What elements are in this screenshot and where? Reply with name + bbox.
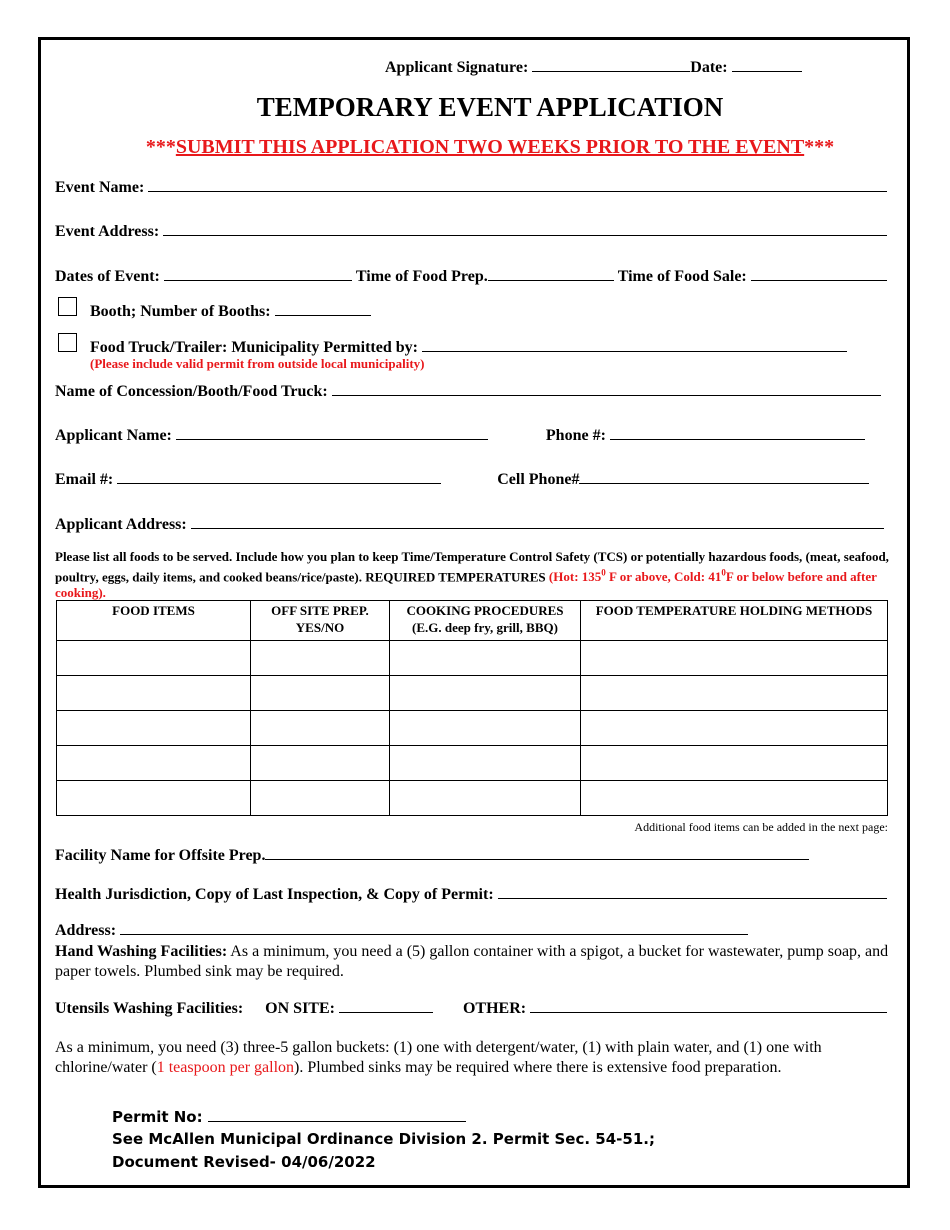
table-row — [57, 641, 888, 676]
dates-of-event-line[interactable] — [164, 266, 352, 281]
applicant-address-row — [55, 514, 884, 534]
col-cooking-procedures: COOKING PROCEDURES (E.G. deep fry, grill, BBQ) — [390, 601, 581, 641]
table-cell[interactable] — [390, 781, 581, 816]
table-cell[interactable] — [57, 746, 251, 781]
temps-cold: F or above, Cold: 41 — [605, 569, 722, 585]
applicant-phone-row — [55, 425, 887, 445]
permit-number-line[interactable] — [208, 1107, 466, 1122]
on-site-label: ON SITE: — [265, 1000, 335, 1017]
table-row — [57, 711, 888, 746]
municipality-line[interactable] — [422, 337, 847, 352]
booth-count-line[interactable] — [275, 301, 371, 316]
col-holding-methods: FOOD TEMPERATURE HOLDING METHODS — [581, 601, 888, 641]
concession-line[interactable] — [332, 381, 881, 396]
phone-label: Phone #: — [545, 427, 606, 444]
table-cell[interactable] — [251, 746, 390, 781]
time-food-prep-line[interactable] — [488, 266, 614, 281]
permit-number-label: Permit No: — [112, 1108, 203, 1126]
event-address-row — [55, 221, 887, 241]
degree-mark-cold: 0 — [721, 568, 726, 578]
concession-row — [55, 381, 881, 401]
submit-notice — [30, 136, 950, 159]
booth-row — [90, 301, 371, 321]
submit-suffix: *** — [804, 136, 835, 158]
signature-row — [385, 57, 802, 77]
page-title: TEMPORARY EVENT APPLICATION — [256, 92, 724, 122]
email-label: Email #: — [55, 471, 114, 488]
ordinance-reference: See McAllen Municipal Ordinance Division 2. Permit Sec. 54-51.; — [112, 1130, 655, 1148]
email-line[interactable] — [117, 469, 441, 484]
permit-note: (Please include valid permit from outside local municipality) — [90, 356, 425, 371]
document-revised: Document Revised- 04/06/2022 — [112, 1153, 376, 1171]
offsite-address-line[interactable] — [120, 920, 748, 935]
table-cell[interactable] — [581, 746, 888, 781]
cell-phone-line[interactable] — [579, 469, 869, 484]
table-cell[interactable] — [251, 676, 390, 711]
table-cell[interactable] — [581, 711, 888, 746]
time-food-sale-label: Time of Food Sale: — [617, 268, 747, 285]
permit-number-row — [112, 1107, 466, 1126]
time-food-sale-line[interactable] — [751, 266, 887, 281]
table-cell[interactable] — [57, 711, 251, 746]
utensils-text-before: As a minimum, you need (3) three-5 gallon buckets: (1) one with detergent/water, (1) with plain water, and (1) one with chlorine/water ( — [55, 1039, 822, 1076]
concession-label: Name of Concession/Booth/Food Truck: — [55, 383, 328, 400]
col-food-items: FOOD ITEMS — [57, 601, 251, 641]
other-line[interactable] — [530, 998, 887, 1013]
table-row — [57, 676, 888, 711]
hand-washing-text: As a minimum, you need a (5) gallon container with a spigot, a bucket for wastewater, pump soap, and paper towels. Plumbed sink may be required. — [55, 943, 889, 980]
table-cell[interactable] — [581, 641, 888, 676]
event-name-label: Event Name: — [55, 179, 145, 196]
booth-checkbox[interactable] — [58, 297, 77, 316]
table-cell[interactable] — [390, 676, 581, 711]
utensils-description — [55, 1038, 889, 1078]
time-food-prep-label: Time of Food Prep. — [355, 268, 488, 285]
utensils-text-after: ). Plumbed sinks may be required where there is extensive food preparation. — [294, 1059, 782, 1076]
signature-line[interactable] — [532, 57, 690, 72]
event-name-row — [55, 177, 887, 197]
temps-note: F or below before and after cooking). — [55, 569, 877, 601]
cell-phone-label: Cell Phone# — [497, 471, 580, 488]
health-jurisdiction-label: Health Jurisdiction, Copy of Last Inspection, & Copy of Permit: — [55, 886, 494, 903]
email-cell-row — [55, 469, 887, 489]
applicant-name-label: Applicant Name: — [55, 427, 172, 444]
temps-hot: (Hot: 135 — [548, 569, 602, 585]
table-cell[interactable] — [57, 641, 251, 676]
food-items-table — [56, 600, 888, 816]
utensils-label: Utensils Washing Facilities: — [55, 1000, 244, 1017]
table-cell[interactable] — [251, 711, 390, 746]
food-truck-label: Food Truck/Trailer: Municipality Permitted by: — [90, 339, 418, 356]
signature-label: Applicant Signature: — [385, 59, 529, 76]
instructions-text: Please list all foods to be served. Include how you plan to keep Time/Temperature Control Safety (TCS) or potentially hazardous foods, (meat, seafood, poultry, eggs, daily items, and cooked beans/rice/paste). REQUIRED TEMPERATURES — [55, 549, 889, 585]
table-cell[interactable] — [57, 676, 251, 711]
date-label: Date: — [690, 59, 728, 76]
other-label: OTHER: — [462, 1000, 527, 1017]
booth-label: Booth; Number of Booths: — [90, 303, 271, 320]
table-cell[interactable] — [251, 781, 390, 816]
event-name-line[interactable] — [148, 177, 887, 192]
health-jurisdiction-line[interactable] — [498, 884, 887, 899]
utensils-row — [55, 998, 887, 1018]
hand-washing-label: Hand Washing Facilities: — [55, 943, 228, 960]
applicant-name-line[interactable] — [176, 425, 488, 440]
table-cell[interactable] — [390, 641, 581, 676]
degree-mark-hot: 0 — [601, 568, 606, 578]
hand-washing-section — [55, 942, 889, 982]
date-line[interactable] — [732, 57, 802, 72]
offsite-address-row — [55, 920, 748, 940]
table-cell[interactable] — [581, 676, 888, 711]
health-jurisdiction-row — [55, 884, 887, 904]
on-site-line[interactable] — [339, 998, 433, 1013]
food-truck-checkbox[interactable] — [58, 333, 77, 352]
chlorine-ratio: 1 teaspoon per gallon — [156, 1059, 295, 1076]
applicant-address-line[interactable] — [191, 514, 884, 529]
phone-line[interactable] — [610, 425, 865, 440]
food-instructions — [55, 549, 889, 601]
col-off-site-prep: OFF SITE PREP. YES/NO — [251, 601, 390, 641]
food-truck-row — [90, 337, 847, 357]
applicant-address-label: Applicant Address: — [55, 516, 187, 533]
offsite-address-label: Address: — [55, 922, 117, 939]
dates-of-event-label: Dates of Event: — [55, 268, 160, 285]
table-cell[interactable] — [581, 781, 888, 816]
additional-items-note: Additional food items can be added in the next page: — [634, 820, 888, 834]
table-cell[interactable] — [390, 711, 581, 746]
event-address-label: Event Address: — [55, 223, 160, 240]
table-row — [57, 746, 888, 781]
event-dates-row — [55, 266, 887, 286]
facility-name-row — [55, 845, 809, 865]
table-header-row — [57, 601, 888, 641]
facility-name-label: Facility Name for Offsite Prep. — [55, 847, 266, 864]
table-cell[interactable] — [390, 746, 581, 781]
table-cell[interactable] — [57, 781, 251, 816]
table-cell[interactable] — [251, 641, 390, 676]
event-address-line[interactable] — [163, 221, 887, 236]
submit-text: SUBMIT THIS APPLICATION TWO WEEKS PRIOR TO THE EVENT — [175, 136, 805, 158]
table-row — [57, 781, 888, 816]
facility-name-line[interactable] — [265, 845, 809, 860]
submit-prefix: *** — [145, 136, 176, 158]
